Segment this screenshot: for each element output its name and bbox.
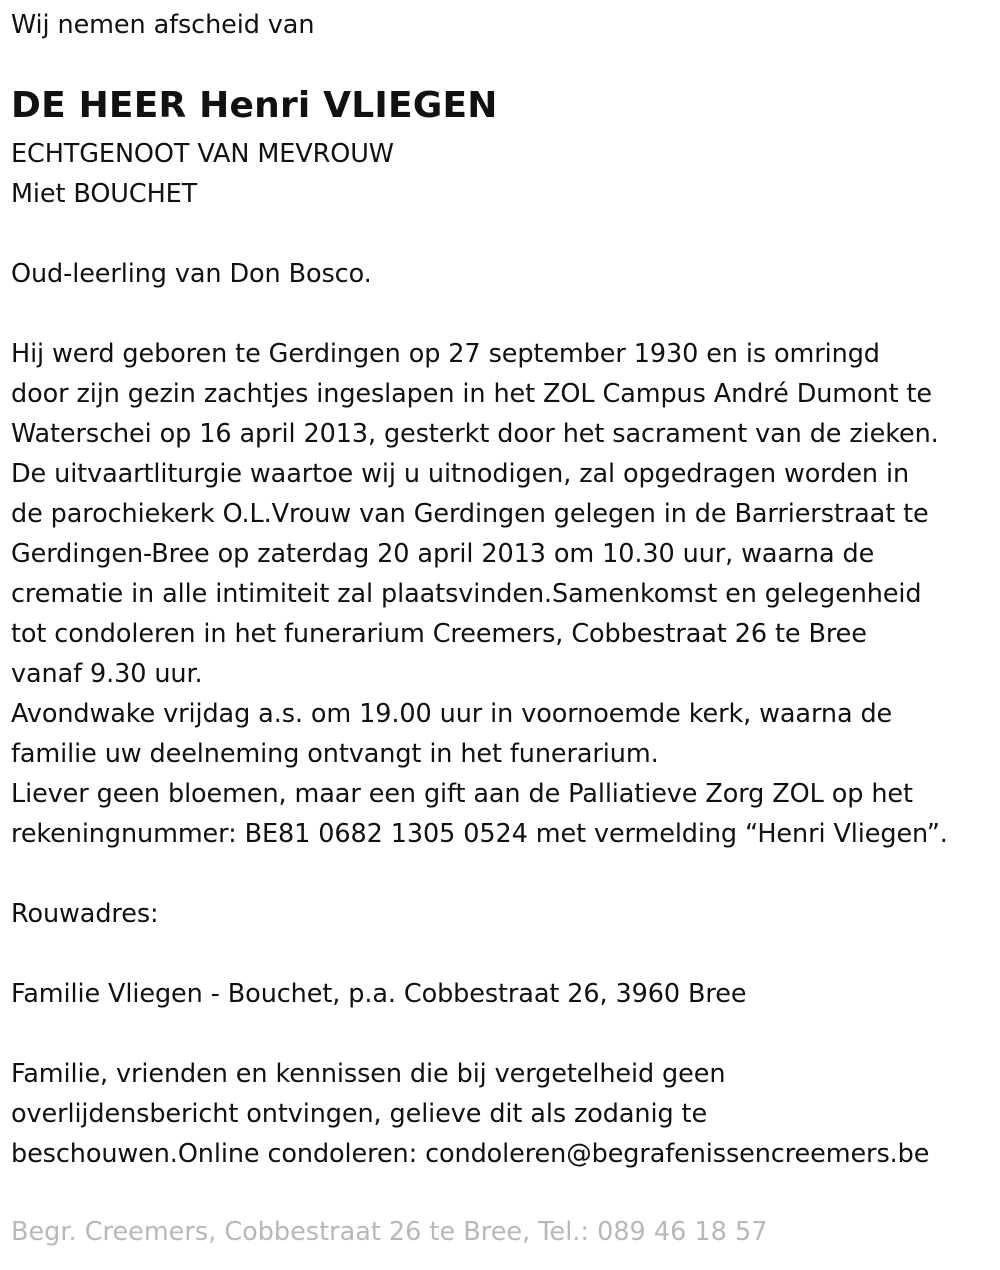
spouse-block [11, 134, 394, 214]
spouse-line-2: Miet BOUCHET [11, 179, 198, 209]
school-block [11, 254, 372, 294]
body-paragraph [11, 334, 948, 854]
closing-line: overlijdensbericht ontvingen, gelieve dit als zodanig te [11, 1099, 708, 1129]
body-line: Hij werd geboren te Gerdingen op 27 september 1930 en is omringd [11, 339, 880, 369]
address-label: Rouwadres: [11, 899, 159, 929]
address-label-block [11, 894, 159, 934]
body-line: familie uw deelneming ontvangt in het funerarium. [11, 739, 659, 769]
body-line: rekeningnummer: BE81 0682 1305 0524 met vermelding “Henri Vliegen”. [11, 819, 948, 849]
body-line: tot condoleren in het funerarium Creemers, Cobbestraat 26 te Bree [11, 619, 867, 649]
body-line: Gerdingen-Bree op zaterdag 20 april 2013 om 10.30 uur, waarna de [11, 539, 875, 569]
address-block [11, 974, 746, 1014]
funeral-home-footer: Begr. Creemers, Cobbestraat 26 te Bree, Tel.: 089 46 18 57 [11, 1217, 768, 1247]
closing-line: beschouwen.Online condoleren: condoleren@begrafenissencreemers.be [11, 1139, 930, 1169]
body-line: de parochiekerk O.L.Vrouw van Gerdingen gelegen in de Barrierstraat te [11, 499, 929, 529]
body-line: crematie in alle intimiteit zal plaatsvinden.Samenkomst en gelegenheid [11, 579, 922, 609]
body-line: Avondwake vrijdag a.s. om 19.00 uur in voornoemde kerk, waarna de [11, 699, 893, 729]
address-text: Familie Vliegen - Bouchet, p.a. Cobbestraat 26, 3960 Bree [11, 979, 747, 1009]
body-line: Liever geen bloemen, maar een gift aan de Palliatieve Zorg ZOL op het [11, 779, 913, 809]
body-line: door zijn gezin zachtjes ingeslapen in het ZOL Campus André Dumont te [11, 379, 932, 409]
closing-line: Familie, vrienden en kennissen die bij vergetelheid geen [11, 1059, 726, 1089]
spouse-line-1: ECHTGENOOT VAN MEVROUW [11, 139, 394, 169]
deceased-name: DE HEER Henri VLIEGEN [11, 85, 498, 126]
intro-text: Wij nemen afscheid van [11, 10, 315, 40]
school-text: Oud-leerling van Don Bosco. [11, 259, 372, 289]
body-line: Waterschei op 16 april 2013, gesterkt door het sacrament van de zieken. [11, 419, 939, 449]
closing-paragraph [11, 1054, 929, 1174]
body-line: vanaf 9.30 uur. [11, 659, 203, 689]
body-line: De uitvaartliturgie waartoe wij u uitnodigen, zal opgedragen worden in [11, 459, 910, 489]
